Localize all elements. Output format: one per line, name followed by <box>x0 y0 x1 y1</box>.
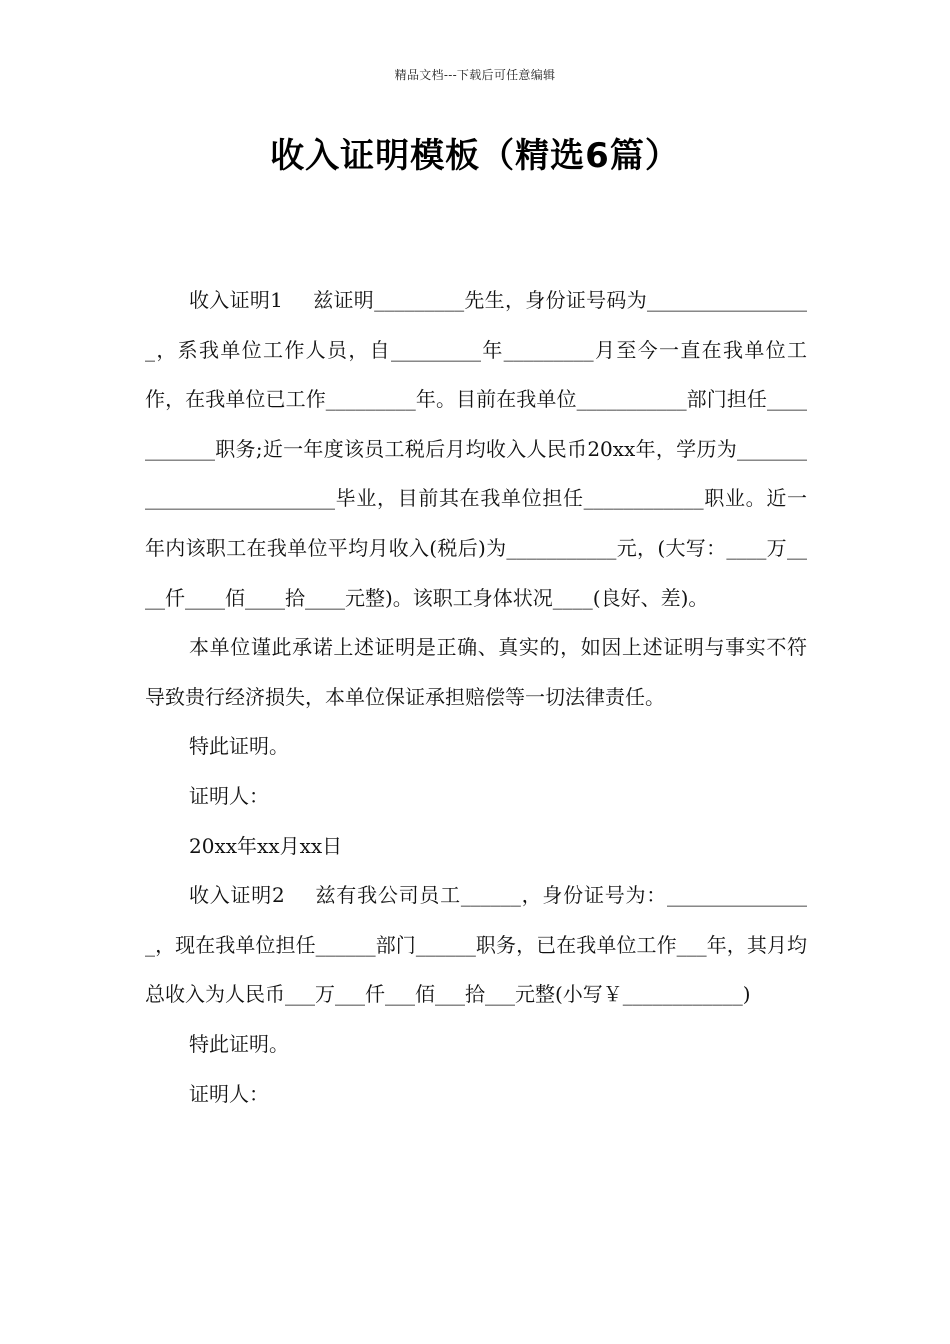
paragraph-closing: 特此证明。 <box>189 734 289 759</box>
document-body <box>145 276 807 1119</box>
paragraph-commitment: 本单位谨此承诺上述证明是正确、真实的，如因上述证明与事实不符导致贵行经济损失，本单位保证承担赔偿等一切法律责任。 <box>145 635 807 709</box>
paragraph-certifier: 证明人： <box>189 783 269 808</box>
section-heading-2: 收入证明2 <box>189 883 285 908</box>
document-title: 收入证明模板（精选6篇） <box>270 136 680 176</box>
page-header-watermark: 精品文档---下载后可任意编辑 <box>394 68 556 82</box>
paragraph-certificate-2 <box>145 871 807 1020</box>
paragraph-date: 20xx年xx月xx日 <box>189 833 343 858</box>
paragraph-certifier-2: 证明人： <box>189 1081 269 1106</box>
paragraph-closing-2: 特此证明。 <box>189 1031 289 1056</box>
section-heading-1: 收入证明1 <box>189 288 283 312</box>
paragraph-certificate-1 <box>145 276 807 623</box>
paragraph-text: 兹证明_________先生，身份证号码为_________________，系我单位工作人员，自_________年_________月至今一直在我单位工作，在我单位已工作_________年。目前在我单位___________部门担任___________职务;近一年度该员工税后月均收入人民币20xx年，学历为__________________________毕业，目前其在我单位担任____________职业。近一年内该职工在我单位平均月收入(税后)为___________元，(大写：____万____仟____佰____拾____元整)。该职工身体状况____(良好、差)。 <box>145 288 808 610</box>
paragraph-text: 兹有我公司员工______，身份证号为：_______________，现在我单位担任______部门______职务，已在我单位工作___年，其月均总收入为人民币___万___仟___佰___拾___元整(小写￥____________) <box>145 883 807 1007</box>
